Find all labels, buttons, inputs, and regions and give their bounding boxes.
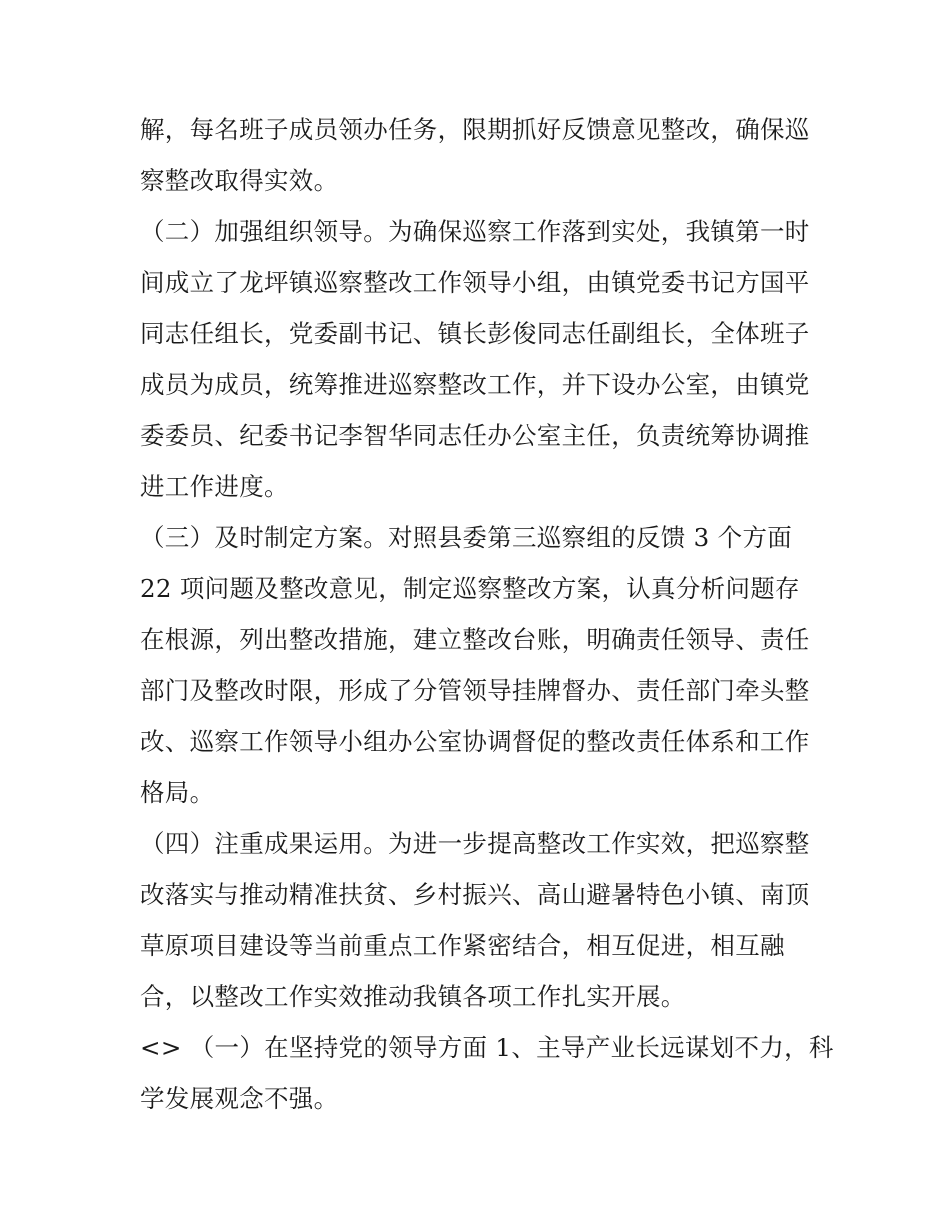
text-line: 草原项目建设等当前重点工作紧密结合，相互促进，相互融 [140, 931, 785, 960]
text-line: 学发展观念不强。 [140, 1084, 339, 1113]
text-line: 间成立了龙坪镇巡察整改工作领导小组，由镇党委书记方国平 [140, 268, 810, 297]
text-line: 同志任组长，党委副书记、镇长彭俊同志任副组长，全体班子 [140, 319, 810, 348]
paragraph-heading-3: （三）及时制定方案。对照县委第三巡察组的反馈 3 个方面 [140, 523, 793, 552]
text-line: 改、巡察工作领导小组办公室协调督促的整改责任体系和工作 [140, 727, 810, 756]
text-line: 部门及整改时限，形成了分管领导挂牌督办、责任部门牵头整 [140, 676, 810, 705]
text-line: 委委员、纪委书记李智华同志任办公室主任，负责统筹协调推 [140, 421, 810, 450]
paragraph-heading-2: （二）加强组织领导。为确保巡察工作落到实处，我镇第一时 [140, 217, 810, 246]
text-line: 察整改取得实效。 [140, 166, 339, 195]
text-line: 改落实与推动精准扶贫、乡村振兴、高山避暑特色小镇、南顶 [140, 880, 810, 909]
text-line: 22 项问题及整改意见，制定巡察整改方案，认真分析问题存 [140, 574, 800, 603]
text-line: 解，每名班子成员领办任务，限期抓好反馈意见整改，确保巡 [140, 115, 810, 144]
text-line: 成员为成员，统筹推进巡察整改工作，并下设办公室，由镇党 [140, 370, 810, 399]
text-line: 在根源，列出整改措施，建立整改台账，明确责任领导、责任 [140, 625, 810, 654]
text-line: 进工作进度。 [140, 472, 289, 501]
paragraph-heading-4: （四）注重成果运用。为进一步提高整改工作实效，把巡察整 [140, 829, 810, 858]
section-heading: <> （一）在坚持党的领导方面 1、主导产业长远谋划不力，科 [140, 1033, 834, 1062]
text-line: 格局。 [140, 778, 215, 807]
text-line: 合，以整改工作实效推动我镇各项工作扎实开展。 [140, 982, 686, 1011]
